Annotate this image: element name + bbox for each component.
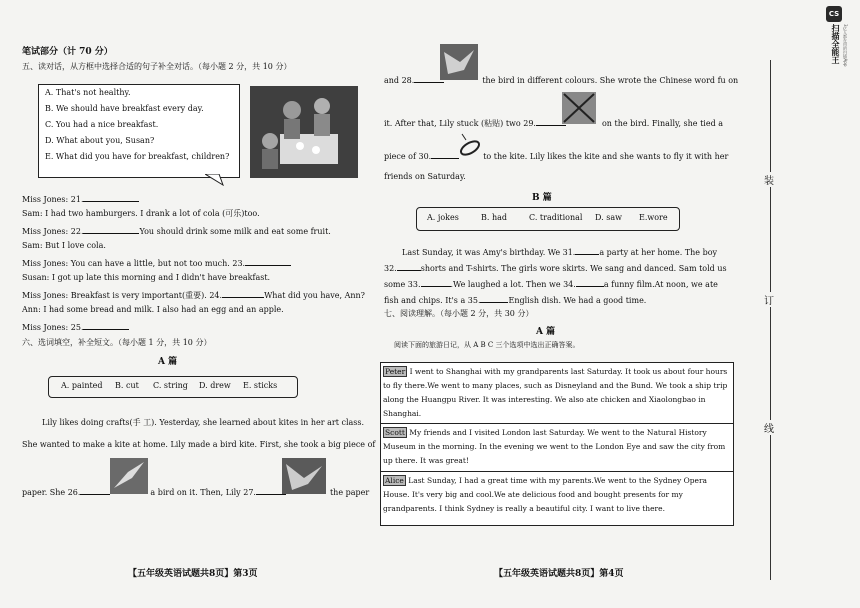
answer-blank[interactable] bbox=[80, 486, 110, 495]
word-option: E. sticks bbox=[243, 381, 278, 390]
word-option: C. traditional bbox=[529, 213, 583, 222]
birthday-para: some 33. .We laughed a lot. Then we 34. a funny film.At noon, we ate bbox=[384, 280, 718, 289]
dialogue-line: Sam: But I love cola. bbox=[22, 241, 106, 250]
kite-para: and 28. the bird in different colours. She wrote the Chinese word fu on bbox=[384, 76, 739, 85]
answer-blank[interactable] bbox=[245, 257, 291, 266]
answer-blank[interactable] bbox=[414, 74, 444, 83]
breakfast-illustration bbox=[250, 86, 358, 178]
kite-para: piece of 30. to the kite. Lily likes the kite and she wants to fly it with her bbox=[384, 152, 729, 161]
reading-part-a-heading: A 篇 bbox=[536, 327, 556, 337]
divider bbox=[381, 423, 733, 424]
binding-char: 订 bbox=[764, 292, 774, 307]
word-option: B. cut bbox=[115, 381, 139, 390]
binding-char: 线 bbox=[764, 420, 774, 435]
word-option: D. drew bbox=[199, 381, 231, 390]
q7-title: 七、阅读理解。（每小题 2 分，共 30 分） bbox=[384, 309, 534, 318]
word-option: E.wore bbox=[639, 213, 668, 222]
answer-blank[interactable] bbox=[536, 117, 566, 126]
breakfast-photo bbox=[250, 86, 358, 178]
answer-blank[interactable] bbox=[83, 321, 129, 330]
binding-char: 装 bbox=[764, 172, 774, 187]
birthday-para: 32. shorts and T-shirts. The girls wore skirts. We sang and danced. Sam told us bbox=[384, 264, 727, 273]
dialogue-line: Miss Jones: 21. bbox=[22, 193, 139, 205]
diary-entry-scott: Scott My friends and I visited London last Saturday. We went to the Natural History Museum in the morning. In the evening we went to the London Eye and saw the city from up there. It was great! bbox=[383, 428, 726, 465]
answer-blank[interactable] bbox=[83, 193, 139, 202]
travel-diary-box bbox=[380, 362, 734, 526]
word-option: C. string bbox=[153, 381, 188, 390]
kite-para: Lily likes doing crafts(手 工). Yesterday, she learned about kites in her art class. bbox=[42, 418, 365, 427]
answer-blank[interactable] bbox=[222, 289, 264, 298]
answer-blank[interactable] bbox=[431, 150, 459, 159]
word-bank-b bbox=[416, 207, 680, 231]
answer-blank[interactable] bbox=[576, 278, 604, 287]
kite-para: She wanted to make a kite at home. Lily made a bird kite. First, she took a big piece of bbox=[22, 440, 376, 449]
answer-blank[interactable] bbox=[397, 262, 421, 271]
binding-line bbox=[770, 60, 772, 580]
reading-instruction: 阅读下面的旅游日记，从 A B C 三个选项中选出正确答案。 bbox=[394, 341, 580, 349]
binding-margin bbox=[740, 0, 860, 608]
answer-blank[interactable] bbox=[83, 225, 139, 234]
diary-entry-alice: Alice Last Sunday, I had a great time with my parents.We went to the Sydney Opera House. It's very big and cool.We ate delicious food and bought presents for my grandparents. I think Sydney is really a beautiful city. I want to live there. bbox=[383, 476, 708, 513]
diary-name-tag: Scott bbox=[385, 428, 405, 437]
dialogue-line: Ann: I had some bread and milk. I also had an egg and an apple. bbox=[22, 305, 284, 314]
diary-name-tag: Alice bbox=[385, 476, 404, 485]
q5-option: D. What about you, Susan? bbox=[45, 136, 155, 145]
word-bank-a bbox=[48, 376, 298, 398]
scanner-watermark bbox=[822, 6, 850, 86]
birthday-para: fish and chips. It's a 35. English dish. We had a good time. bbox=[384, 296, 647, 305]
q5-option: A. That's not healthy. bbox=[45, 88, 131, 97]
answer-blank[interactable] bbox=[480, 294, 508, 303]
part-a-heading: A 篇 bbox=[158, 357, 178, 367]
page-3 bbox=[0, 0, 375, 608]
word-option: A. painted bbox=[61, 381, 103, 390]
q5-option-box bbox=[38, 84, 240, 178]
dialogue-line: Miss Jones: 25. bbox=[22, 321, 129, 333]
word-option: D. saw bbox=[595, 213, 622, 222]
section-title: 笔试部分（计 70 分） bbox=[22, 47, 113, 57]
part-b-heading: B 篇 bbox=[532, 193, 552, 203]
bird-drawing-image bbox=[110, 458, 148, 494]
kite-para: paper. She 26. a bird on it. Then, Lily 27. the paper bbox=[22, 488, 370, 497]
bird-cut-image bbox=[282, 458, 326, 494]
dialogue-line: Miss Jones: 22. You should drink some milk and eat some fruit. bbox=[22, 227, 331, 236]
page-4 bbox=[378, 0, 738, 608]
dialogue-line: Susan: I got up late this morning and I didn't have breakfast. bbox=[22, 273, 271, 282]
q5-option: C. You had a nice breakfast. bbox=[45, 120, 159, 129]
dialogue-line: Sam: I had two hamburgers. I drank a lot of cola (可乐)too. bbox=[22, 209, 260, 218]
scanner-label: 扫描全能王 bbox=[831, 24, 840, 64]
kite-para: friends on Saturday. bbox=[384, 172, 466, 181]
divider bbox=[381, 471, 733, 472]
answer-blank[interactable] bbox=[421, 278, 451, 287]
word-option: B. had bbox=[481, 213, 508, 222]
diary-entry-peter: Peter I went to Shanghai with my grandparents last Saturday. It took us about four hours to fly there.We went to many places, such as Disneyland and the Bund. We took a ship trip along the Huangpu River. It was interesting. We also ate chicken and Xiaolongbao in Shanghai. bbox=[383, 367, 728, 418]
dialogue-line: Miss Jones: You can have a little, but not too much. 23. bbox=[22, 257, 291, 269]
kite-para: it. After that, Lily stuck (粘贴) two 29. on the bird. Finally, she tied a bbox=[384, 119, 724, 128]
birthday-para: Last Sunday, it was Amy's birthday. We 31. a party at her home. The boy bbox=[402, 248, 718, 257]
q5-title: 五、读对话，从方框中选择合适的句子补全对话。（每小题 2 分，共 10 分） bbox=[22, 62, 292, 71]
answer-blank[interactable] bbox=[575, 246, 599, 255]
q5-option: B. We should have breakfast every day. bbox=[45, 104, 204, 113]
diary-name-tag: Peter bbox=[385, 367, 406, 376]
q6-title: 六、选词填空，补全短文。（每小题 1 分，共 10 分） bbox=[22, 338, 212, 347]
page-footer: 【五年级英语试题共8页】第3页 bbox=[128, 569, 258, 579]
q5-option: E. What did you have for breakfast, children? bbox=[45, 152, 230, 161]
scanner-logo-icon: CS bbox=[826, 6, 842, 22]
page-footer: 【五年级英语试题共8页】第4页 bbox=[494, 569, 624, 579]
scanner-sublabel: 3亿人都在用的扫描App bbox=[843, 24, 848, 67]
speech-bubble-tail bbox=[205, 174, 225, 186]
dialogue-line: Miss Jones: Breakfast is very important(重要). 24. What did you have, Ann? bbox=[22, 291, 365, 300]
word-option: A. jokes bbox=[427, 213, 459, 222]
